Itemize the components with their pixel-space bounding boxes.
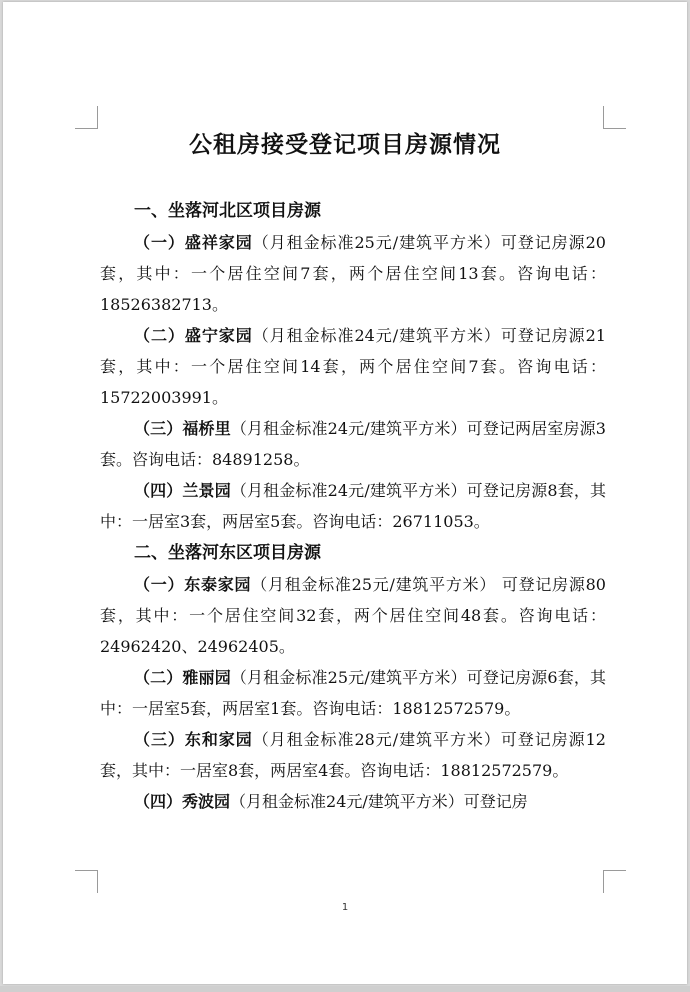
entry-label: （一）盛祥家园 [134,233,253,252]
crop-mark-bottom-left [75,870,98,893]
entry-text: （月租金标准24元/建筑平方米）可登记两居室房源3套。咨询电话：84891258。 [100,419,606,469]
document-body [100,195,606,817]
list-item-shengxiang [100,227,606,320]
entry-label: （四）秀波园 [134,792,231,811]
viewer-background-strip [0,986,690,992]
entry-label: （三）东和家园 [134,730,253,749]
list-item-shengning [100,320,606,413]
entry-text: （月租金标准25元/建筑平方米）可登记房源20套，其中：一个居住空间7套，两个居住空间13套。咨询电话：18526382713。 [100,233,606,314]
entry-text: （月租金标准24元/建筑平方米）可登记房源21套，其中：一个居住空间14套，两个居住空间7套。咨询电话：15722003991。 [100,326,606,407]
entry-label: （一）东泰家园 [134,575,252,594]
entry-text: （月租金标准24元/建筑平方米）可登记房 [230,792,528,811]
entry-label: （三）福桥里 [134,419,231,438]
entry-text: （月租金标准24元/建筑平方米）可登记房源8套，其中：一居室3套，两居室5套。咨询电话：26711053。 [100,481,606,531]
list-item-lanjingyuan [100,475,606,537]
list-item-xiubo [100,786,606,817]
entry-text: （月租金标准25元/建筑平方米）可登记房源6套，其中：一居室5套，两居室1套。咨询电话：18812572579。 [100,668,606,718]
entry-label: （二）雅丽园 [134,668,231,687]
entry-text: （月租金标准25元/建筑平方米） 可登记房源80套，其中：一个居住空间32套，两个居住空间48套。咨询电话：24962420、24962405。 [100,575,606,656]
section-heading-hebei: 一、坐落河北区项目房源 [134,201,321,221]
entry-label: （二）盛宁家园 [134,326,253,345]
list-item-yaliyuan [100,662,606,724]
list-item-fuqiaoli [100,413,606,475]
crop-mark-bottom-right [603,870,626,893]
page-title: 公租房接受登记项目房源情况 [189,131,501,158]
list-item-donghe [100,724,606,786]
document-page [3,2,687,984]
entry-text: （月租金标准28元/建筑平方米）可登记房源12套，其中：一居室8套，两居室4套。咨询电话：18812572579。 [100,730,606,780]
section-heading-hedong: 二、坐落河东区项目房源 [134,543,321,563]
page-number: 1 [341,902,349,913]
entry-label: （四）兰景园 [134,481,231,500]
list-item-dongtai [100,569,606,662]
